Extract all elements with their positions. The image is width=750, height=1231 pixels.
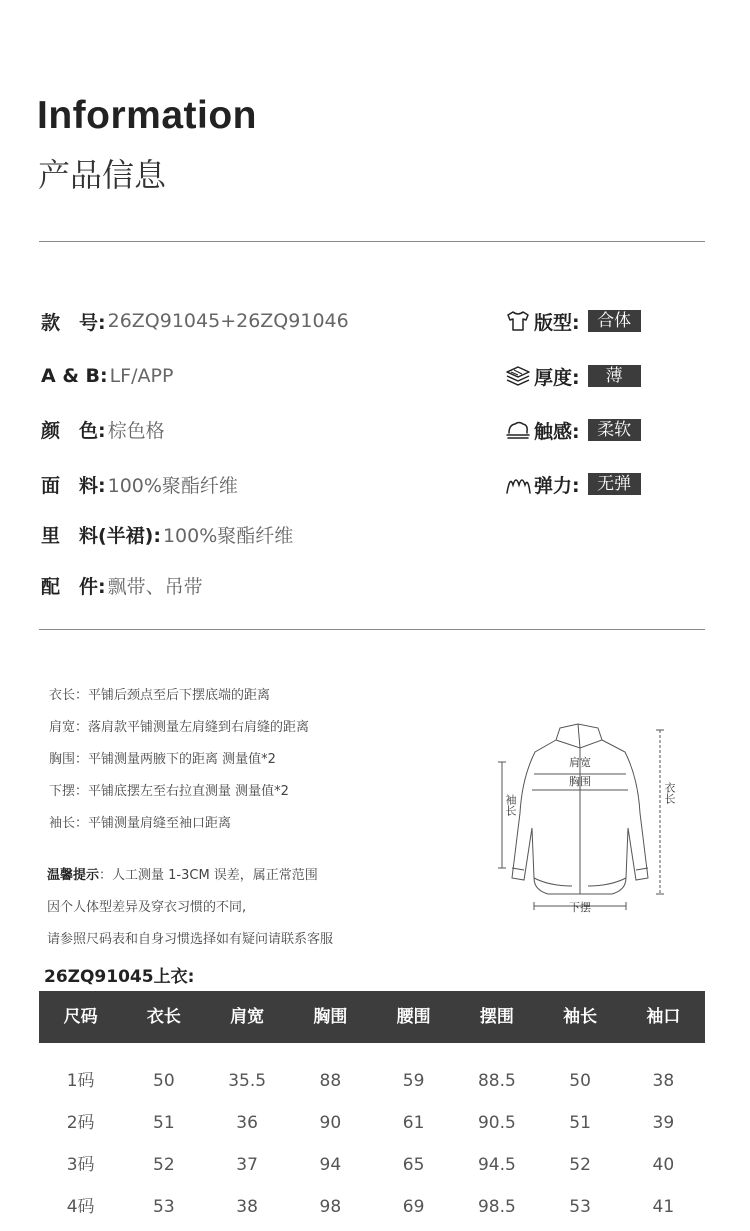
title-english: Information	[37, 94, 257, 137]
header-cell: 袖口	[646, 1007, 681, 1027]
divider-middle	[39, 629, 705, 630]
table-row	[39, 1102, 705, 1144]
spec-value: 飘带、吊带	[107, 575, 203, 598]
table-cell: 88	[319, 1071, 342, 1091]
title-chinese: 产品信息	[38, 156, 167, 194]
diagram-label-hem: 下摆	[569, 901, 591, 914]
attr-value: 薄	[588, 365, 641, 387]
measure-note-hem: 下摆：平铺底摆左至右拉直测量 测量值*2	[49, 784, 289, 799]
table-cell: 52	[569, 1155, 591, 1175]
spec-style-number	[41, 307, 349, 335]
size-table-header	[39, 991, 705, 1043]
table-cell: 94	[319, 1155, 342, 1175]
attr-elasticity	[505, 470, 641, 498]
header-cell: 胸围	[313, 1007, 348, 1027]
spec-value: 26ZQ91045+26ZQ91046	[107, 310, 349, 332]
spec-label: 里 料(半裙):	[41, 524, 161, 547]
spec-value: 100%聚酯纤维	[107, 474, 238, 497]
table-cell: 98	[319, 1197, 342, 1217]
header-cell: 尺码	[63, 1007, 98, 1027]
table-cell: 98.5	[477, 1197, 516, 1217]
header-cell: 袖长	[563, 1007, 598, 1027]
table-cell: 61	[402, 1113, 425, 1133]
table-cell: 2码	[66, 1113, 95, 1133]
spec-value: LF/APP	[109, 365, 174, 387]
attr-value: 合体	[588, 310, 641, 332]
attr-label: 厚度:	[534, 366, 580, 389]
header-cell: 衣长	[146, 1007, 181, 1027]
header-cell: 摆围	[479, 1007, 514, 1027]
spec-value: 100%聚酯纤维	[162, 524, 294, 547]
table-cell: 90	[319, 1113, 342, 1133]
attr-touch	[505, 416, 641, 444]
size-table-title: 26ZQ91045上衣:	[44, 967, 195, 987]
spec-fabric	[41, 470, 238, 498]
spec-color	[41, 415, 165, 443]
spec-label: 面 料:	[41, 474, 106, 497]
table-cell: 69	[402, 1197, 425, 1217]
hand-touch-icon	[505, 419, 531, 441]
shirt-measurement-diagram	[490, 718, 676, 918]
header-cell: 肩宽	[230, 1007, 265, 1027]
elastic-icon	[505, 473, 531, 495]
spec-label: A & B:	[41, 365, 108, 387]
table-cell: 51	[153, 1113, 175, 1133]
attr-thickness	[505, 362, 641, 390]
table-cell: 39	[652, 1113, 675, 1133]
attr-label: 版型:	[534, 311, 580, 334]
table-cell: 3码	[66, 1155, 95, 1175]
table-cell: 1码	[66, 1071, 95, 1091]
table-cell: 50	[569, 1071, 591, 1091]
spec-accessories	[41, 571, 203, 599]
table-cell: 50	[153, 1071, 175, 1091]
header-cell: 腰围	[396, 1007, 431, 1027]
table-cell: 53	[153, 1197, 175, 1217]
table-cell: 53	[569, 1197, 591, 1217]
attr-label: 触感:	[534, 420, 580, 443]
table-cell: 88.5	[477, 1071, 516, 1091]
table-cell: 90.5	[477, 1113, 516, 1133]
tip-line-2: 因个人体型差异及穿衣习惯的不同,	[47, 900, 247, 915]
measure-note-sleeve: 袖长：平铺测量肩缝至袖口距离	[49, 816, 232, 831]
diagram-label-length: 衣长	[654, 782, 676, 795]
table-row	[39, 1060, 705, 1102]
table-cell: 35.5	[228, 1071, 267, 1091]
table-cell: 65	[402, 1155, 425, 1175]
table-cell: 37	[236, 1155, 258, 1175]
measure-note-shoulder: 肩宽：落肩款平铺测量左肩缝到右肩缝的距离	[49, 720, 310, 735]
table-cell: 4码	[66, 1197, 95, 1217]
table-cell: 40	[652, 1155, 675, 1175]
spec-value: 棕色格	[107, 419, 165, 442]
tip-line-1	[47, 864, 318, 883]
spec-label: 款 号:	[41, 311, 106, 334]
attr-label: 弹力:	[534, 474, 580, 497]
diagram-label-chest: 胸围	[569, 775, 591, 788]
size-table-body	[39, 1060, 705, 1228]
spec-lining	[41, 520, 293, 548]
shirt-icon	[505, 310, 531, 332]
measure-note-chest: 胸围：平铺测量两腋下的距离 测量值*2	[49, 752, 276, 767]
table-cell: 59	[402, 1071, 425, 1091]
table-row	[39, 1144, 705, 1186]
layers-icon	[505, 365, 531, 387]
table-cell: 51	[569, 1113, 591, 1133]
table-cell: 36	[236, 1113, 258, 1133]
tip-text: ：人工测量 1-3CM 误差，属正常范围	[99, 868, 318, 883]
spec-label: 颜 色:	[41, 419, 106, 442]
table-row	[39, 1186, 705, 1228]
tip-line-3: 请参照尺码表和自身习惯选择如有疑问请联系客服	[47, 932, 334, 947]
table-cell: 38	[236, 1197, 258, 1217]
table-cell: 94.5	[477, 1155, 516, 1175]
attr-value: 无弹	[588, 473, 641, 495]
spec-label: 配 件:	[41, 575, 106, 598]
table-cell: 38	[652, 1071, 675, 1091]
diagram-label-shoulder: 肩宽	[569, 756, 591, 769]
table-cell: 41	[652, 1197, 675, 1217]
divider-top	[39, 241, 705, 242]
tip-label: 温馨提示	[47, 868, 100, 883]
attr-fit	[505, 307, 641, 335]
diagram-label-sleeve: 袖长	[495, 794, 517, 807]
spec-ab	[41, 362, 173, 390]
table-cell: 52	[153, 1155, 175, 1175]
attr-value: 柔软	[588, 419, 641, 441]
measure-note-length: 衣长：平铺后颈点至后下摆底端的距离	[49, 688, 271, 703]
